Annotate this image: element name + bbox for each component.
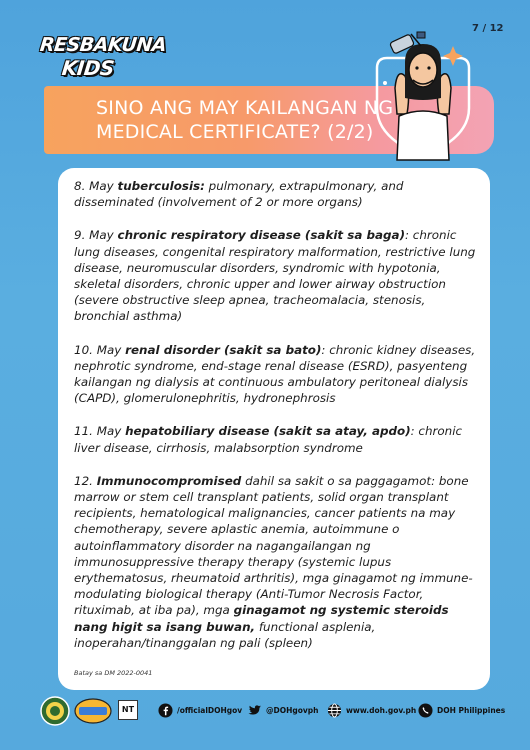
item-details: pulmonary, extrapulmonary, and disseminated (involvement of 2 or more organs) [74, 179, 404, 210]
item-number: 10. [74, 342, 93, 357]
item-details: dahil sa sakit o sa paggagamot: bone marrow or stem cell transplant patients, solid organ transplant recipients, hematological malignancies, cancer patients na may chemotherapy, severe aplastic anemia, autoimmune o autoinflammatory disorder na nagangailangan ng immunosuppressive therapy therapy (systemic lupus erythematosus, rheumatoid arthritis), mga ginagamot ng immune-modulating biological therapy (Anti-Tumor Necrosis Factor, rituximab, at iba pa), mga [74, 473, 473, 618]
item-condition: Immunocompromised [96, 473, 242, 488]
item-number: 11. [74, 424, 93, 439]
logo-line1: RESBAKUNA [38, 34, 168, 56]
item-number: 12. [74, 473, 93, 488]
footer-bar [0, 692, 530, 730]
item-condition: renal disorder (sakit sa bato) [125, 342, 322, 357]
facebook-link[interactable] [158, 702, 242, 718]
nt-badge: NT [118, 700, 138, 720]
facebook-icon [158, 703, 173, 718]
item-prefix: May [89, 179, 114, 193]
list-item-8 [74, 178, 482, 210]
list-item-10 [74, 342, 482, 407]
item-number: 8. [74, 179, 86, 193]
website-url: www.doh.gov.ph [346, 705, 417, 715]
logo-line2: KIDS [60, 56, 116, 80]
source-note: Batay sa DM 2022-0041 [74, 669, 153, 677]
website-link[interactable] [327, 702, 416, 718]
twitter-link[interactable] [247, 702, 319, 718]
list-item-9 [74, 227, 482, 324]
twitter-icon [247, 703, 262, 718]
viber-link[interactable] [418, 702, 505, 718]
item-number: 9. [74, 228, 86, 243]
item-details-2: functional asplenia, inoperahan/tinanggalan ng pali (spleen) [74, 619, 376, 650]
eligibility-list [74, 178, 482, 668]
item-details: : chronic liver disease, cirrhosis, malabsorption syndrome [74, 424, 463, 455]
resbakuna-kids-logo [38, 32, 168, 84]
item-prefix: May [96, 424, 122, 439]
twitter-handle: @DOHgovph [266, 705, 319, 715]
globe-icon [327, 703, 342, 718]
item-prefix: May [89, 228, 114, 243]
title-line2: MEDICAL CERTIFICATE? (2/2) [96, 121, 374, 143]
title-line1: SINO ANG MAY KAILANGAN NG [96, 97, 394, 119]
kid-illustration-icon [355, 28, 490, 163]
page-number: 7 / 12 [472, 23, 504, 34]
viber-name: DOH Philippines [437, 705, 506, 715]
item-condition: hepatobiliary disease (sakit sa atay, apdo) [125, 424, 411, 439]
resbakuna-badge-icon [74, 696, 112, 726]
viber-icon [418, 703, 433, 718]
list-item-12 [74, 473, 482, 651]
doh-seal-icon [40, 696, 70, 726]
item-details: : chronic lung diseases, congenital respiratory malformation, restrictive lung disease, neuromuscular disorders, syndromic with hypotonia, skeletal disorders, chronic upper and lower airway obstruction (severe obstructive sleep apnea, tracheomalacia, stenosis, bronchial asthma) [74, 228, 476, 324]
list-item-11 [74, 423, 482, 455]
facebook-handle: /officialDOHgov [177, 705, 243, 715]
item-condition: tuberculosis: [117, 179, 205, 193]
item-details: : chronic kidney diseases, nephrotic syndrome, end-stage renal disease (ESRD), pasyenteng kailangan ng dialysis at continuous ambulatory peritoneal dialysis (CAPD), glomerulonephritis, hydronephrosis [74, 342, 476, 406]
item-condition: chronic respiratory disease (sakit sa baga) [117, 228, 406, 243]
item-condition-2: ginagamot ng systemic steroids nang higit sa isang buwan, [74, 603, 449, 634]
content-card [58, 168, 490, 690]
item-prefix: May [96, 342, 122, 357]
